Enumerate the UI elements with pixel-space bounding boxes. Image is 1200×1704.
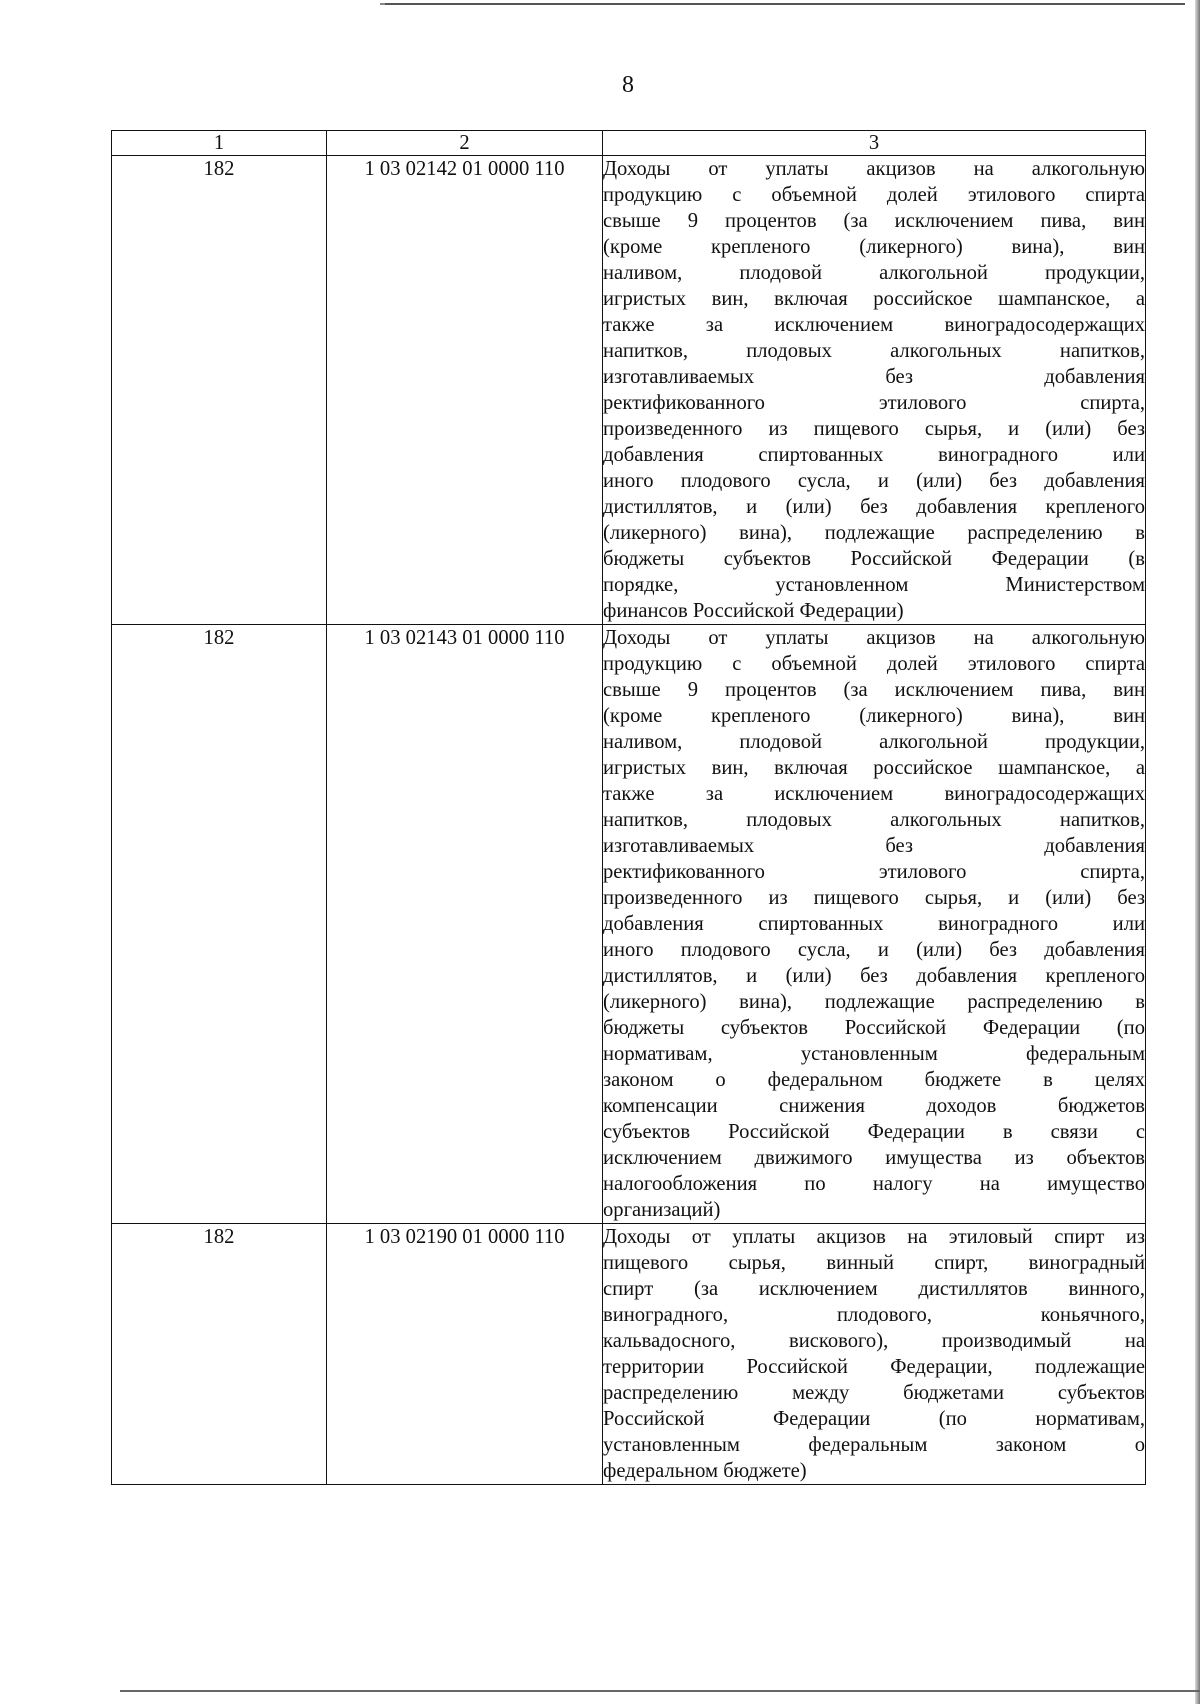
revenue-description-cell xyxy=(603,1224,1146,1485)
description-line: распределению между бюджетами субъектов xyxy=(603,1382,1145,1404)
description-line: наливом, плодовой алкогольной продукции, xyxy=(603,731,1145,753)
description-line: (ликерного) вина), подлежащие распределению в xyxy=(603,522,1145,544)
column-header-1: 1 xyxy=(112,131,327,156)
description-line: иного плодового сусла, и (или) без добавления xyxy=(603,470,1145,492)
table-row xyxy=(112,625,1146,1224)
table-row xyxy=(112,1224,1146,1485)
description-line: также за исключением виноградосодержащих xyxy=(603,314,1145,336)
description-line: федеральном бюджете) xyxy=(603,1460,807,1482)
scan-edge-top xyxy=(385,3,1185,5)
admin-code-cell: 182 xyxy=(112,625,327,1224)
description-line: продукцию с объемной долей этилового спирта xyxy=(603,184,1145,206)
description-line: Доходы от уплаты акцизов на этиловый спирт из xyxy=(603,1226,1145,1248)
description-line: также за исключением виноградосодержащих xyxy=(603,783,1145,805)
description-line: (кроме крепленого (ликерного) вина), вин xyxy=(603,236,1145,258)
revenue-description-cell xyxy=(603,625,1146,1224)
description-line: налогообложения по налогу на имущество xyxy=(603,1173,1145,1195)
description-line: изготавливаемых без добавления xyxy=(603,835,1145,857)
scan-edge-bottom xyxy=(120,1690,1200,1692)
column-header-3: 3 xyxy=(603,131,1146,156)
revenue-description-cell xyxy=(603,156,1146,625)
description-line: ректификованного этилового спирта, xyxy=(603,392,1145,414)
admin-code-cell: 182 xyxy=(112,1224,327,1485)
description-line: добавления спиртованных виноградного или xyxy=(603,913,1145,935)
description-line: игристых вин, включая российское шампанское, а xyxy=(603,288,1145,310)
description-line: пищевого сырья, винный спирт, виноградный xyxy=(603,1252,1145,1274)
description-line: виноградного, плодового, коньячного, xyxy=(603,1304,1145,1326)
description-line: иного плодового сусла, и (или) без добавления xyxy=(603,939,1145,961)
description-line: бюджеты субъектов Российской Федерации (по xyxy=(603,1017,1145,1039)
description-line: ректификованного этилового спирта, xyxy=(603,861,1145,883)
description-line: организаций) xyxy=(603,1199,721,1221)
description-line: игристых вин, включая российское шампанское, а xyxy=(603,757,1145,779)
budget-classification-code-cell: 1 03 02190 01 0000 110 xyxy=(327,1224,603,1485)
description-line: произведенного из пищевого сырья, и (или) без xyxy=(603,887,1145,909)
description-line: произведенного из пищевого сырья, и (или) без xyxy=(603,418,1145,440)
description-line: законом о федеральном бюджете в целях xyxy=(603,1069,1145,1091)
description-line: наливом, плодовой алкогольной продукции, xyxy=(603,262,1145,284)
description-line: установленным федеральным законом о xyxy=(603,1434,1145,1456)
description-line: нормативам, установленным федеральным xyxy=(603,1043,1145,1065)
revenue-codes-table xyxy=(111,130,1146,1485)
description-line: территории Российской Федерации, подлежащие xyxy=(603,1356,1145,1378)
description-line: дистиллятов, и (или) без добавления крепленого xyxy=(603,965,1145,987)
description-line: спирт (за исключением дистиллятов винного, xyxy=(603,1278,1145,1300)
description-line: порядке, установленном Министерством xyxy=(603,574,1145,596)
description-line: свыше 9 процентов (за исключением пива, вин xyxy=(603,210,1145,232)
description-line: свыше 9 процентов (за исключением пива, вин xyxy=(603,679,1145,701)
description-line: финансов Российской Федерации) xyxy=(603,600,904,622)
description-line: компенсации снижения доходов бюджетов xyxy=(603,1095,1145,1117)
description-line: дистиллятов, и (или) без добавления крепленого xyxy=(603,496,1145,518)
description-line: субъектов Российской Федерации в связи с xyxy=(603,1121,1145,1143)
budget-classification-code-cell: 1 03 02143 01 0000 110 xyxy=(327,625,603,1224)
budget-classification-code-cell: 1 03 02142 01 0000 110 xyxy=(327,156,603,625)
description-line: бюджеты субъектов Российской Федерации (в xyxy=(603,548,1145,570)
description-line: исключением движимого имущества из объектов xyxy=(603,1147,1145,1169)
description-line: Доходы от уплаты акцизов на алкогольную xyxy=(603,627,1145,649)
description-line: добавления спиртованных виноградного или xyxy=(603,444,1145,466)
description-line: Доходы от уплаты акцизов на алкогольную xyxy=(603,158,1145,180)
description-line: Российской Федерации (по нормативам, xyxy=(603,1408,1145,1430)
table-header-row xyxy=(112,131,1146,156)
description-line: продукцию с объемной долей этилового спирта xyxy=(603,653,1145,675)
scan-edge-right xyxy=(1195,0,1200,1704)
description-line: напитков, плодовых алкогольных напитков, xyxy=(603,809,1145,831)
description-line: напитков, плодовых алкогольных напитков, xyxy=(603,340,1145,362)
page-number: 8 xyxy=(622,72,634,98)
description-line: изготавливаемых без добавления xyxy=(603,366,1145,388)
description-line: кальвадосного, вискового), производимый на xyxy=(603,1330,1145,1352)
table-row xyxy=(112,156,1146,625)
column-header-2: 2 xyxy=(327,131,603,156)
description-line: (кроме крепленого (ликерного) вина), вин xyxy=(603,705,1145,727)
description-line: (ликерного) вина), подлежащие распределению в xyxy=(603,991,1145,1013)
admin-code-cell: 182 xyxy=(112,156,327,625)
